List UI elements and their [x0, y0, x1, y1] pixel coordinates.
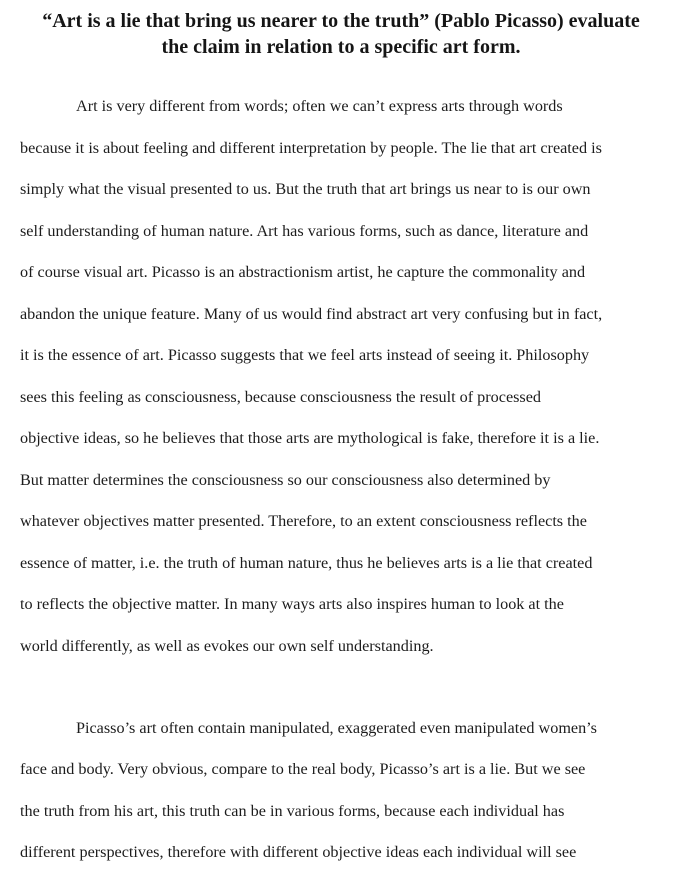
- text-line: because it is about feeling and different interpretation by people. The lie that art created is: [20, 139, 602, 157]
- text-line: simply what the visual presented to us. But the truth that art brings us near to is our own: [20, 180, 591, 198]
- text-line: the truth from his art, this truth can be in various forms, because each individual has: [20, 802, 565, 820]
- text-line: objective ideas, so he believes that those arts are mythological is fake, therefore it is a lie.: [20, 429, 600, 447]
- text-line: world differently, as well as evokes our own self understanding.: [20, 637, 434, 655]
- text-line: face and body. Very obvious, compare to the real body, Picasso’s art is a lie. But we see: [20, 760, 586, 778]
- text-line: self understanding of human nature. Art has various forms, such as dance, literature and: [20, 222, 589, 240]
- text-line: Picasso’s art often contain manipulated, exaggerated even manipulated women’s: [76, 719, 597, 737]
- text-line: essence of matter, i.e. the truth of human nature, thus he believes arts is a lie that created: [20, 554, 593, 572]
- essay-title-line-2: the claim in relation to a specific art form.: [161, 36, 521, 58]
- essay-title-line-1: “Art is a lie that bring us nearer to the truth” (Pablo Picasso) evaluate: [42, 10, 640, 32]
- text-line: it is the essence of art. Picasso suggests that we feel arts instead of seeing it. Philosophy: [20, 346, 590, 364]
- text-line: sees this feeling as consciousness, because consciousness the result of processed: [20, 388, 542, 406]
- text-line: different perspectives, therefore with different objective ideas each individual will see: [20, 843, 577, 861]
- text-line: But matter determines the consciousness so our consciousness also determined by: [20, 471, 551, 489]
- text-line: of course visual art. Picasso is an abstractionism artist, he capture the commonality and: [20, 263, 586, 281]
- text-line: Art is very different from words; often we can’t express arts through words: [76, 97, 563, 115]
- text-line: to reflects the objective matter. In many ways arts also inspires human to look at the: [20, 595, 564, 613]
- text-line: whatever objectives matter presented. Therefore, to an extent consciousness reflects the: [20, 512, 587, 530]
- text-line: abandon the unique feature. Many of us would find abstract art very confusing but in fact,: [20, 305, 603, 323]
